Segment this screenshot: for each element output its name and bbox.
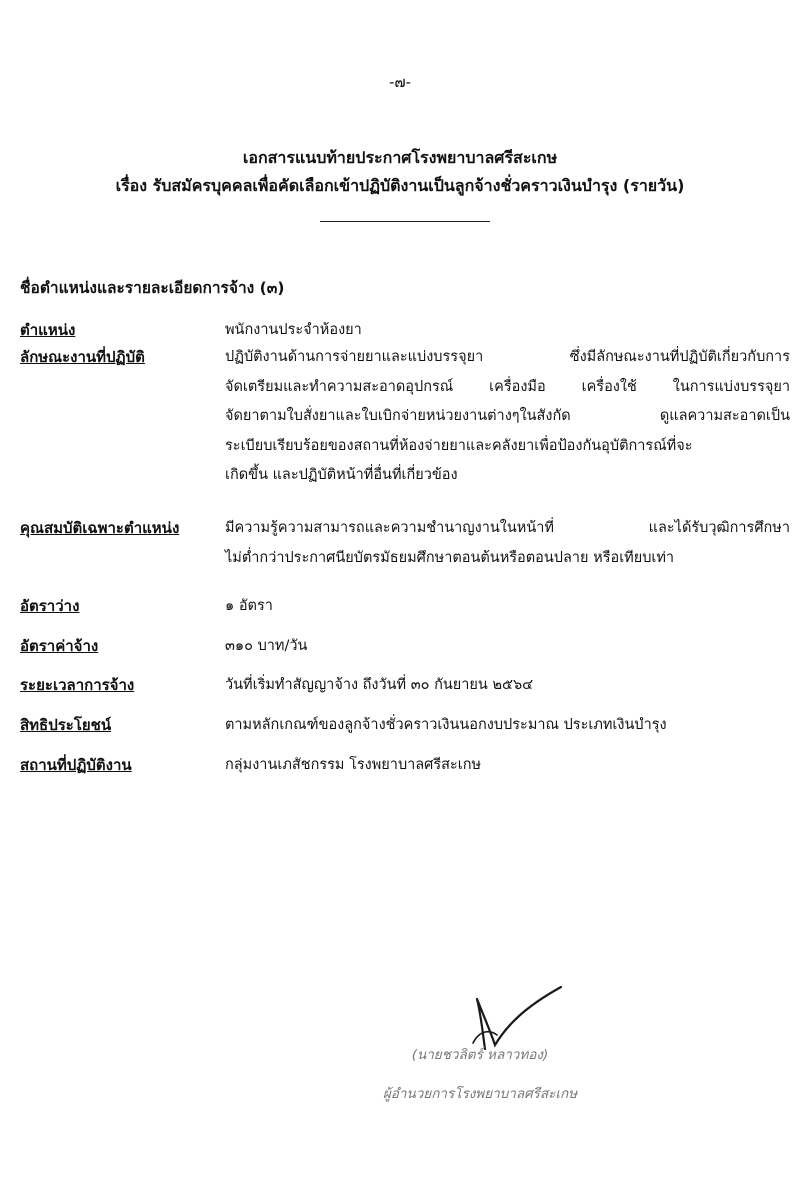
document-title: เอกสารแนบท้ายประกาศโรงพยาบาลศรีสะเกษ [242,148,558,167]
workplace-label: สถานที่ปฏิบัติงาน [20,756,132,774]
period-label: ระยะเวลาการจ้าง [20,676,135,694]
duties-line: ปฏิบัติงานด้านการจ่ายยาและแบ่งบรรจุยา ซึ่งมีลักษณะงานที่ปฏิบัติเกี่ยวกับการ [225,349,790,365]
qualifications-line: มีความรู้ความสามารถและความชำนาญงานในหน้าที่ และได้รับวุฒิการศึกษา [225,520,790,536]
title-divider [320,221,490,222]
duties-line: จัดเตรียมและทำความสะอาดอุปกรณ์ เครื่องมือ เครื่องใช้ ในการแบ่งบรรจุยา [225,378,790,395]
wage-label: อัตราค่าจ้าง [20,637,99,655]
vacancies-label: อัตราว่าง [20,597,80,615]
workplace-value: กลุ่มงานเภสัชกรรม โรงพยาบาลศรีสะเกษ [225,757,482,773]
duties-line: จัดยาตามใบสั่งยาและใบเบิกจ่ายหน่วยงานต่างๆในสังกัด ดูแลความสะอาดเป็น [225,408,790,424]
signer-name: (นายชวลิตร์ หลาวทอง) [411,1047,549,1063]
benefits-value: ตามหลักเกณฑ์ของลูกจ้างชั่วคราวเงินนอกงบประมาณ ประเภทเงินบำรุง [225,717,667,733]
duties-value [225,343,790,491]
period-value: วันที่เริ่มทำสัญญาจ้าง ถึงวันที่ ๓๐ กันยายน ๒๕๖๔ [225,677,534,693]
duties-line: ระเบียบเรียบร้อยของสถานที่ห้องจ่ายยาและคลังยาเพื่อป้องกันอุบัติการณ์ที่จะ [225,437,693,454]
qualifications-line: ไม่ต่ำกว่าประกาศนียบัตรมัธยมศึกษาตอนต้นหรือตอนปลาย หรือเทียบเท่า [225,549,675,566]
qualifications-value [225,514,790,573]
page-number: -๗- [388,73,412,91]
qualifications-label: คุณสมบัติเฉพาะตำแหน่ง [20,519,180,537]
duties-label: ลักษณะงานที่ปฏิบัติ [20,348,145,366]
position-label: ตำแหน่ง [20,321,76,339]
position-value: พนักงานประจำห้องยา [225,322,362,338]
benefits-label: สิทธิประโยชน์ [20,716,112,734]
wage-value: ๓๑๐ บาท/วัน [225,638,308,654]
document-subject: เรื่อง รับสมัครบุคคลเพื่อคัดเลือกเข้าปฏิบัติงานเป็นลูกจ้างชั่วคราวเงินบำรุง (รายวัน) [115,176,685,195]
signer-title: ผู้อำนวยการโรงพยาบาลศรีสะเกษ [382,1086,578,1102]
duties-line: เกิดขึ้น และปฏิบัติหน้าที่อื่นที่เกี่ยวข้อง [225,467,458,483]
vacancies-value: ๑ อัตรา [225,598,273,614]
section-title: ชื่อตำแหน่งและรายละเอียดการจ้าง (๓) [20,279,285,297]
